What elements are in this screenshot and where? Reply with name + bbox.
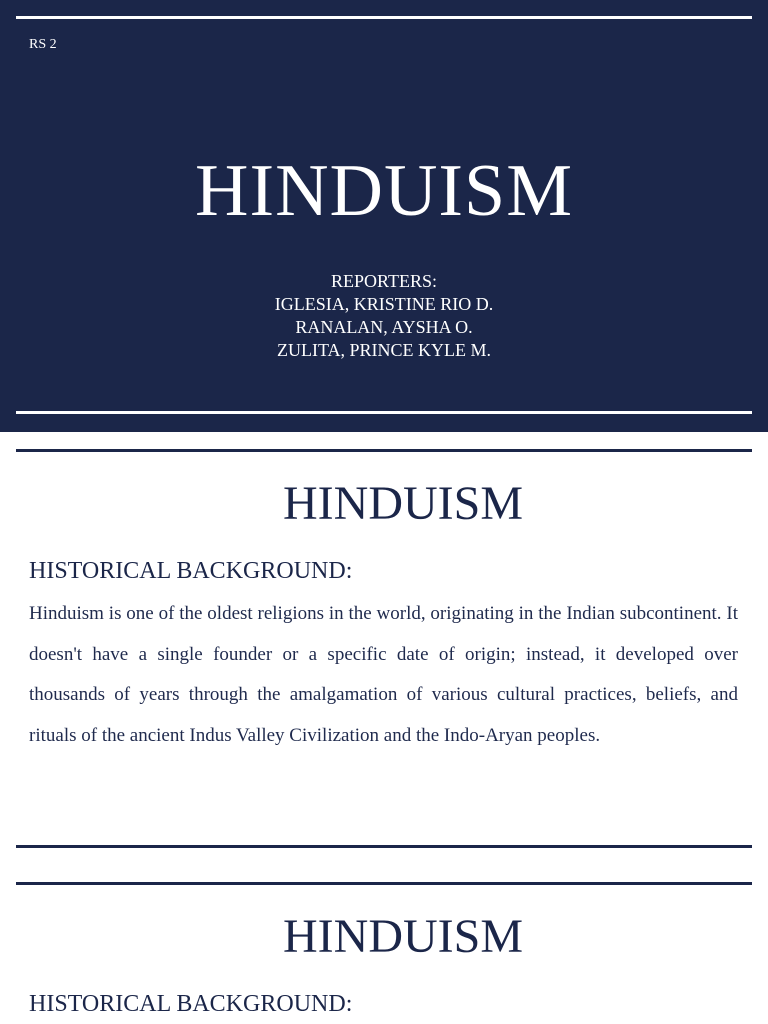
section-heading: HISTORICAL BACKGROUND: xyxy=(29,991,353,1017)
course-code: RS 2 xyxy=(29,37,57,52)
content-slide-historical-background xyxy=(0,432,768,865)
top-divider xyxy=(16,882,752,885)
reporter-name: IGLESIA, KRISTINE RIO D. xyxy=(274,294,494,314)
bottom-divider xyxy=(16,845,752,848)
reporters-label: REPORTERS: xyxy=(331,271,437,291)
section-body-text: Hinduism is one of the oldest religions in the world, originating in the Indian subcontinent. It doesn't have a single founder or a specific date of origin; instead, it developed over thousands of years through the amalgamation of various cultural practices, beliefs, and rituals of the ancient Indus Valley Civilization and the Indo-Aryan peoples. xyxy=(29,603,738,746)
presentation-title: HINDUISM xyxy=(195,150,573,232)
top-divider xyxy=(16,449,752,452)
content-slide-historical-background-2 xyxy=(0,865,768,1024)
slide-title: HINDUISM xyxy=(283,910,523,963)
bottom-divider xyxy=(16,411,752,414)
section-heading: HISTORICAL BACKGROUND: xyxy=(29,558,353,584)
reporter-name: RANALAN, AYSHA O. xyxy=(295,317,473,337)
reporter-name: ZULITA, PRINCE KYLE M. xyxy=(276,340,492,360)
title-slide xyxy=(0,0,768,432)
top-divider xyxy=(16,16,752,19)
reporters-block xyxy=(0,270,768,362)
slide-title: HINDUISM xyxy=(283,477,523,530)
